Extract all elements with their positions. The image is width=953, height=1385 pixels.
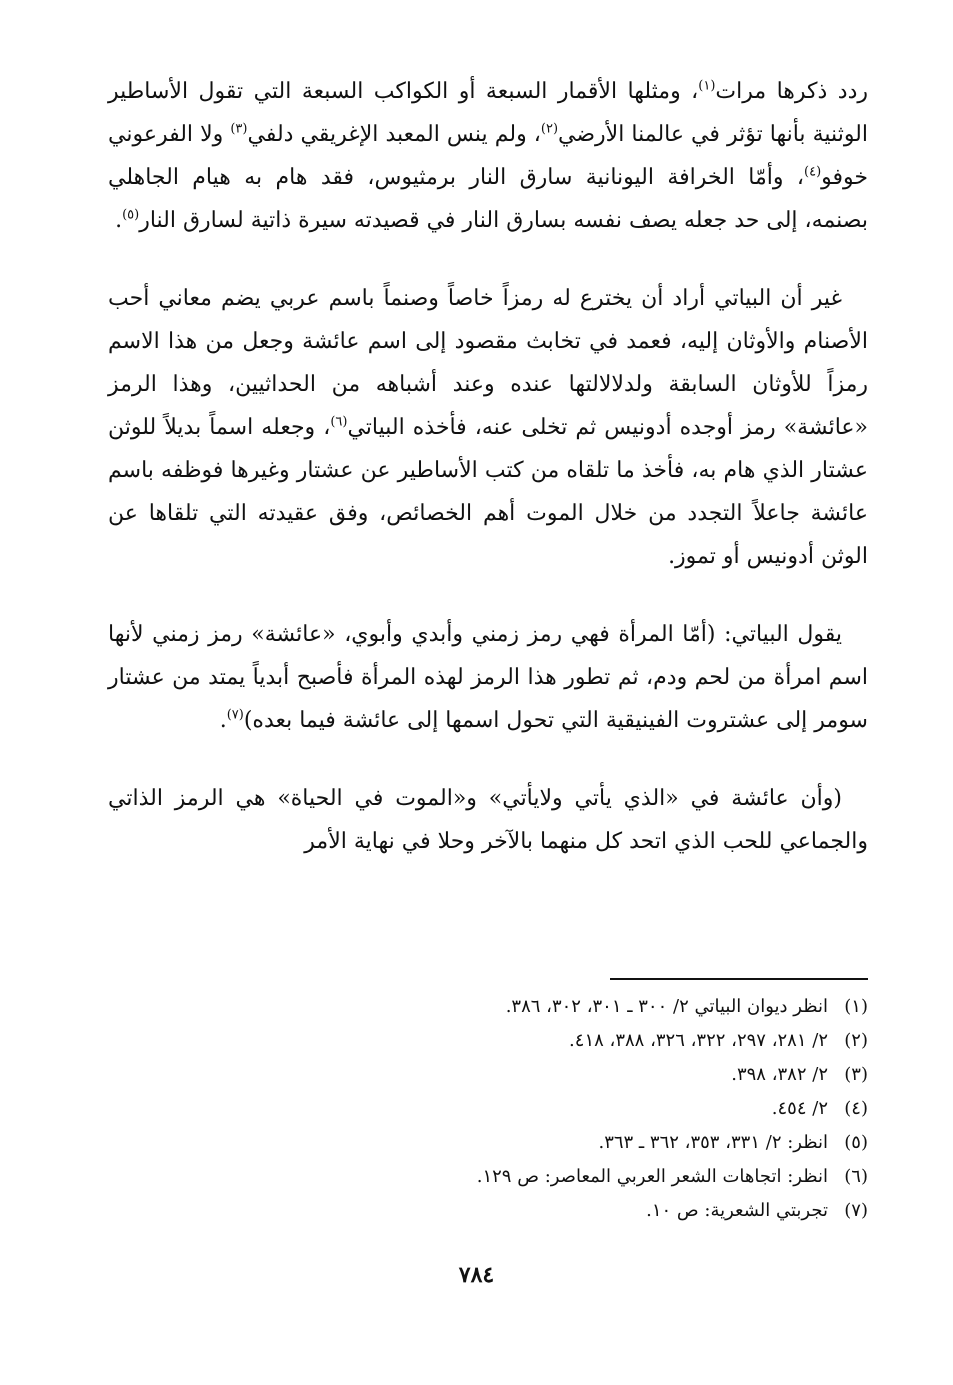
main-text	[108, 70, 868, 898]
text-run: .	[219, 708, 227, 733]
footnote-marker-4: (٤)	[804, 164, 822, 180]
text-run: ، ولم ينس المعبد الإغريقي دلفي	[247, 122, 541, 147]
footnote-item	[108, 1058, 868, 1092]
footnote-item	[108, 1160, 868, 1194]
footnote-text: ٢/ ٤٥٤.	[771, 1098, 828, 1119]
footnote-text: انظر: ٢/ ٣٣١، ٣٥٣، ٣٦٢ ـ ٣٦٣.	[598, 1132, 828, 1153]
footnote-item	[108, 1024, 868, 1058]
footnote-text: ٢/ ٣٨٢، ٣٩٨.	[731, 1064, 828, 1085]
paragraph-3	[108, 613, 868, 742]
page-number: ٧٨٤	[458, 1262, 495, 1288]
footnote-item	[108, 1126, 868, 1160]
footnote-number: (٦)	[844, 1166, 868, 1187]
text-run: ردد ذكرها مرات	[715, 79, 868, 104]
text-run: (وأن عائشة في «الذي يأتي ولايأتي» و«الموت في الحياة» هي الرمز الذاتي والجماعي للحب الذي اتحد كل منهما بالآخر وحلا في نهاية الأمر	[108, 786, 868, 854]
footnote-item	[108, 1194, 868, 1228]
footnote-number: (٣)	[844, 1064, 868, 1085]
paragraph-2	[108, 277, 868, 578]
footnote-marker-5: (٥)	[122, 207, 140, 223]
footnote-number: (٥)	[844, 1132, 868, 1153]
footnote-number: (٤)	[844, 1098, 868, 1119]
text-run: غير أن البياتي أراد أن يخترع له رمزاً خاصاً وصنماً باسم عربي يضم معاني أحب الأصنام والأوثان إليه، فعمد في تخابث مقصود إلى اسم عائشة وجعل من هذا الاسم رمزاً للأوثان السابقة ولدلالالتها عنده وعند أشباهه من الحداثيين، وهذا الرمز «عائشة» رمز أوجده أدونيس ثم تخلى عنه، فأخذه البياتي	[108, 286, 868, 440]
text-run: ، ومثلها الأقمار السبعة أو الكواكب السبعة التي تقول الأساطير الوثنية بأنها تؤثر في عالمنا الأرضي	[108, 79, 868, 147]
footnote-item	[108, 1092, 868, 1126]
text-run: ، وأمّا الخرافة اليونانية سارق النار برمثيوس، فقد هام به هيام الجاهلي بصنمه، إلى حد جعله يصف نفسه بسارق النار في قصيدته سيرة ذاتية لسارق النار	[108, 165, 868, 233]
footnote-text: تجربتي الشعرية: ص ١٠.	[646, 1200, 828, 1221]
footnote-marker-6: (٦)	[330, 414, 348, 430]
footnote-number: (١)	[844, 996, 868, 1017]
paragraph-1	[108, 70, 868, 242]
footnote-number: (٢)	[844, 1030, 868, 1051]
footnote-text: انظر ديوان البياتي ٢/ ٣٠٠ ـ ٣٠١، ٣٠٢، ٣٨٦.	[505, 996, 828, 1017]
text-run: .	[115, 208, 123, 233]
footnotes-list	[108, 990, 868, 1228]
footnote-separator	[610, 978, 868, 980]
text-run: ، وجعله اسماً بديلاً للوثن عشتار الذي هام به، فأخذ ما تلقاه من كتب الأساطير عن عشتار وغيرها فوظفه باسم عائشة جاعلاً التجدد من خلال الموت أهم الخصائص، وفق عقيدته التي تلقاها عن الوثن أدونيس أو تموز.	[108, 415, 868, 569]
footnote-item	[108, 990, 868, 1024]
footnote-text: ٢/ ٢٨١، ٢٩٧، ٣٢٢، ٣٢٦، ٣٨٨، ٤١٨.	[569, 1030, 828, 1051]
footnote-text: انظر: اتجاهات الشعر العربي المعاصر: ص ١٢٩.	[476, 1166, 828, 1187]
footnote-marker-2: (٢)	[540, 121, 559, 137]
paragraph-4	[108, 777, 868, 863]
footnote-marker-3: (٣)	[230, 121, 248, 137]
text-run: يقول البياتي: (أمّا المرأة فهي رمز زمني وأبدي وأبوي، «عائشة» رمز زمني لأنها اسم امرأة من لحم ودم، ثم تطور هذا الرمز لهذه المرأة فأصبح أبدياً يمتد من عشتار سومر إلى عشتروت الفينيقية التي تحول اسمها إلى عائشة فيما بعده)	[108, 622, 868, 733]
text-run: ولا الفرعوني خوفو	[108, 122, 868, 190]
footnote-marker-1: (١)	[698, 78, 716, 94]
footnote-number: (٧)	[844, 1200, 868, 1221]
footnote-marker-7: (٧)	[226, 707, 244, 723]
